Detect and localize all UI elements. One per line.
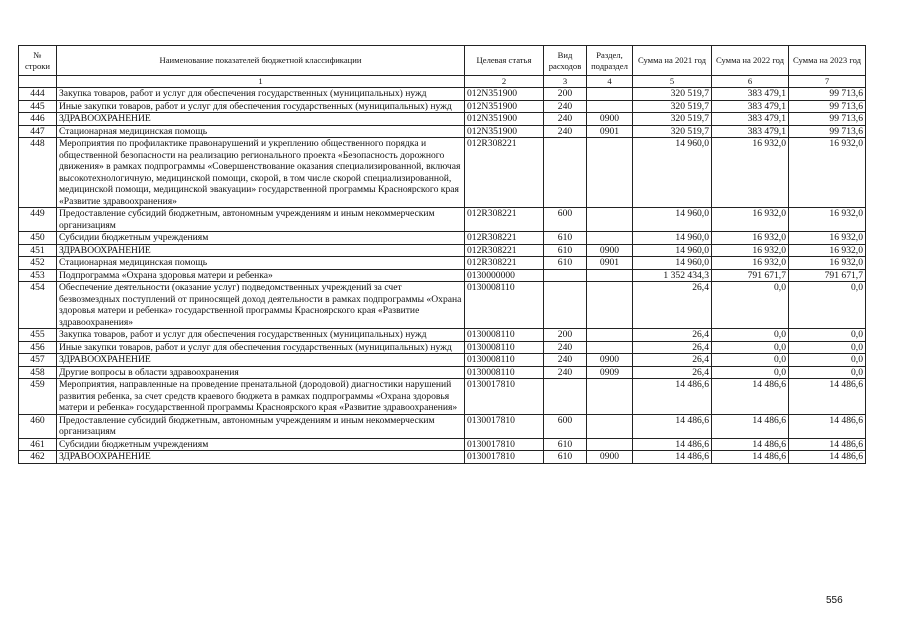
target-article: 0130000000 [465,269,544,282]
row-number: 461 [19,438,57,451]
indicator-name: Закупка товаров, работ и услуг для обеспечения государственных (муниципальных) нужд [57,88,465,101]
sum-2022: 0,0 [712,282,789,329]
sum-2021: 26,4 [633,366,712,379]
indicator-name: Другие вопросы в области здравоохранения [57,366,465,379]
sum-2023: 14 486,6 [789,414,866,438]
section-code [587,282,633,329]
sum-2023: 16 932,0 [789,208,866,232]
sum-2021: 14 486,6 [633,414,712,438]
sum-2023: 16 932,0 [789,232,866,245]
target-article: 0130017810 [465,451,544,464]
row-number: 445 [19,100,57,113]
sum-2021: 14 486,6 [633,438,712,451]
table-row [19,269,866,282]
table-row [19,451,866,464]
column-number: 4 [587,76,633,88]
sum-2022: 383 479,1 [712,100,789,113]
sum-2022: 14 486,6 [712,414,789,438]
header-sum-2023: Сумма на 2023 год [789,46,866,76]
table-body [19,88,866,464]
expense-type: 610 [544,232,587,245]
header-expense-type: Вид расходов [544,46,587,76]
row-number: 462 [19,451,57,464]
indicator-name: ЗДРАВООХРАНЕНИЕ [57,113,465,126]
sum-2021: 26,4 [633,354,712,367]
indicator-name: Предоставление субсидий бюджетным, автономным учреждениям и иным некоммерческим организациям [57,414,465,438]
section-code [587,232,633,245]
header-indicator-name: Наименование показателей бюджетной классификации [57,46,465,76]
sum-2023: 14 486,6 [789,379,866,415]
row-number: 452 [19,257,57,270]
row-number: 454 [19,282,57,329]
section-code [587,138,633,208]
sum-2023: 0,0 [789,282,866,329]
indicator-name: Подпрограмма «Охрана здоровья матери и ребенка» [57,269,465,282]
expense-type: 610 [544,451,587,464]
indicator-name: Стационарная медицинская помощь [57,257,465,270]
sum-2021: 320 519,7 [633,113,712,126]
column-number-row [19,76,866,88]
expense-type: 610 [544,244,587,257]
table-row [19,282,866,329]
sum-2022: 16 932,0 [712,232,789,245]
table-row [19,125,866,138]
sum-2022: 16 932,0 [712,244,789,257]
target-article: 012R308221 [465,244,544,257]
sum-2023: 0,0 [789,329,866,342]
budget-table [18,45,866,464]
sum-2023: 16 932,0 [789,138,866,208]
row-number: 456 [19,341,57,354]
table-row [19,208,866,232]
target-article: 012N351900 [465,88,544,101]
row-number: 453 [19,269,57,282]
row-number: 446 [19,113,57,126]
sum-2022: 14 486,6 [712,438,789,451]
sum-2022: 383 479,1 [712,125,789,138]
column-number: 3 [544,76,587,88]
expense-type [544,269,587,282]
section-code [587,379,633,415]
section-code: 0901 [587,257,633,270]
sum-2021: 14 960,0 [633,208,712,232]
expense-type [544,379,587,415]
sum-2021: 14 486,6 [633,379,712,415]
row-number: 458 [19,366,57,379]
header-sum-2021: Сумма на 2021 год [633,46,712,76]
sum-2021: 1 352 434,3 [633,269,712,282]
indicator-name: Субсидии бюджетным учреждениям [57,232,465,245]
sum-2023: 16 932,0 [789,244,866,257]
row-number: 451 [19,244,57,257]
table-row [19,438,866,451]
sum-2021: 14 486,6 [633,451,712,464]
column-number-empty [19,76,57,88]
section-code: 0901 [587,125,633,138]
target-article: 0130008110 [465,366,544,379]
expense-type: 200 [544,329,587,342]
expense-type: 240 [544,354,587,367]
sum-2021: 320 519,7 [633,100,712,113]
row-number: 459 [19,379,57,415]
expense-type: 240 [544,113,587,126]
section-code [587,269,633,282]
sum-2021: 320 519,7 [633,88,712,101]
table-row [19,366,866,379]
table-row [19,329,866,342]
target-article: 012R308221 [465,257,544,270]
table-row [19,100,866,113]
target-article: 012R308221 [465,208,544,232]
sum-2021: 26,4 [633,341,712,354]
target-article: 0130008110 [465,282,544,329]
column-number: 5 [633,76,712,88]
table-row [19,414,866,438]
indicator-name: ЗДРАВООХРАНЕНИЕ [57,354,465,367]
sum-2021: 26,4 [633,329,712,342]
expense-type [544,282,587,329]
sum-2022: 0,0 [712,341,789,354]
section-code: 0900 [587,451,633,464]
indicator-name: Субсидии бюджетным учреждениям [57,438,465,451]
table-row [19,341,866,354]
sum-2021: 14 960,0 [633,244,712,257]
target-article: 0130017810 [465,438,544,451]
header-sum-2022: Сумма на 2022 год [712,46,789,76]
target-article: 0130017810 [465,379,544,415]
sum-2022: 383 479,1 [712,88,789,101]
indicator-name: Иные закупки товаров, работ и услуг для обеспечения государственных (муниципальных) нужд [57,341,465,354]
section-code: 0909 [587,366,633,379]
target-article: 0130017810 [465,414,544,438]
indicator-name: Мероприятия, направленные на проведение пренатальной (дородовой) диагностики нарушений развития ребенка, за счет средств краевого бюджета в рамках подпрограммы «Охрана здоровья матери и ребенка» государственной программы Красноярского края «Развитие здравоохранения» [57,379,465,415]
indicator-name: Закупка товаров, работ и услуг для обеспечения государственных (муниципальных) нужд [57,329,465,342]
sum-2022: 16 932,0 [712,208,789,232]
row-number: 455 [19,329,57,342]
indicator-name: Иные закупки товаров, работ и услуг для обеспечения государственных (муниципальных) нужд [57,100,465,113]
expense-type: 200 [544,88,587,101]
section-code [587,341,633,354]
sum-2023: 14 486,6 [789,438,866,451]
row-number: 447 [19,125,57,138]
row-number: 448 [19,138,57,208]
section-code: 0900 [587,354,633,367]
table-row [19,88,866,101]
row-number: 444 [19,88,57,101]
sum-2023: 16 932,0 [789,257,866,270]
target-article: 0130008110 [465,341,544,354]
table-row [19,244,866,257]
column-number: 2 [465,76,544,88]
sum-2022: 16 932,0 [712,257,789,270]
row-number: 457 [19,354,57,367]
table-row [19,232,866,245]
section-code [587,438,633,451]
column-number: 6 [712,76,789,88]
section-code [587,414,633,438]
column-number: 1 [57,76,465,88]
section-code: 0900 [587,113,633,126]
expense-type: 240 [544,341,587,354]
indicator-name: Предоставление субсидий бюджетным, автономным учреждениям и иным некоммерческим организациям [57,208,465,232]
sum-2022: 0,0 [712,329,789,342]
sum-2023: 0,0 [789,366,866,379]
expense-type: 240 [544,100,587,113]
target-article: 012N351900 [465,113,544,126]
target-article: 012R308221 [465,138,544,208]
expense-type: 240 [544,125,587,138]
sum-2021: 14 960,0 [633,138,712,208]
expense-type: 240 [544,366,587,379]
sum-2023: 0,0 [789,341,866,354]
table-row [19,257,866,270]
sum-2022: 14 486,6 [712,379,789,415]
sum-2021: 26,4 [633,282,712,329]
section-code [587,88,633,101]
sum-2023: 99 713,6 [789,113,866,126]
sum-2021: 320 519,7 [633,125,712,138]
sum-2023: 99 713,6 [789,88,866,101]
target-article: 012N351900 [465,100,544,113]
sum-2023: 14 486,6 [789,451,866,464]
section-code [587,100,633,113]
indicator-name: Мероприятия по профилактике правонарушений и укреплению общественного порядка и общественной безопасности на реализацию регионального проекта «Безопасность дорожного движения» в рамках подпрограммы «Совершенствование оказания специализированной, включая высокотехнологичную, медицинской помощи, скорой, в том числе скорой специализированной, медицинской помощи, медицинской эвакуации» государственной программы Красноярского края «Развитие здравоохранения» [57,138,465,208]
section-code [587,208,633,232]
indicator-name: ЗДРАВООХРАНЕНИЕ [57,451,465,464]
sum-2022: 0,0 [712,354,789,367]
indicator-name: Обеспечение деятельности (оказание услуг) подведомственных учреждений за счет безвозмездных поступлений от приносящей доход деятельности в рамках подпрограммы «Охрана здоровья матери и ребенка» государственной программы Красноярского края «Развитие здравоохранения» [57,282,465,329]
target-article: 012R308221 [465,232,544,245]
table-row [19,354,866,367]
sum-2023: 99 713,6 [789,125,866,138]
row-number: 450 [19,232,57,245]
sum-2022: 383 479,1 [712,113,789,126]
table-row [19,379,866,415]
section-code [587,329,633,342]
sum-2022: 791 671,7 [712,269,789,282]
table-row [19,138,866,208]
header-section: Раздел, подраздел [587,46,633,76]
indicator-name: ЗДРАВООХРАНЕНИЕ [57,244,465,257]
expense-type: 610 [544,257,587,270]
sum-2023: 0,0 [789,354,866,367]
sum-2021: 14 960,0 [633,257,712,270]
sum-2022: 0,0 [712,366,789,379]
sum-2022: 16 932,0 [712,138,789,208]
row-number: 460 [19,414,57,438]
target-article: 0130008110 [465,329,544,342]
section-code: 0900 [587,244,633,257]
sum-2022: 14 486,6 [712,451,789,464]
expense-type: 600 [544,208,587,232]
sum-2023: 791 671,7 [789,269,866,282]
expense-type: 600 [544,414,587,438]
page-number: 556 [826,595,843,606]
expense-type [544,138,587,208]
indicator-name: Стационарная медицинская помощь [57,125,465,138]
header-target-article: Целевая статья [465,46,544,76]
header-row-number: № строки [19,46,57,76]
sum-2021: 14 960,0 [633,232,712,245]
table-row [19,113,866,126]
target-article: 0130008110 [465,354,544,367]
target-article: 012N351900 [465,125,544,138]
sum-2023: 99 713,6 [789,100,866,113]
expense-type: 610 [544,438,587,451]
header-row [19,46,866,76]
row-number: 449 [19,208,57,232]
column-number: 7 [789,76,866,88]
